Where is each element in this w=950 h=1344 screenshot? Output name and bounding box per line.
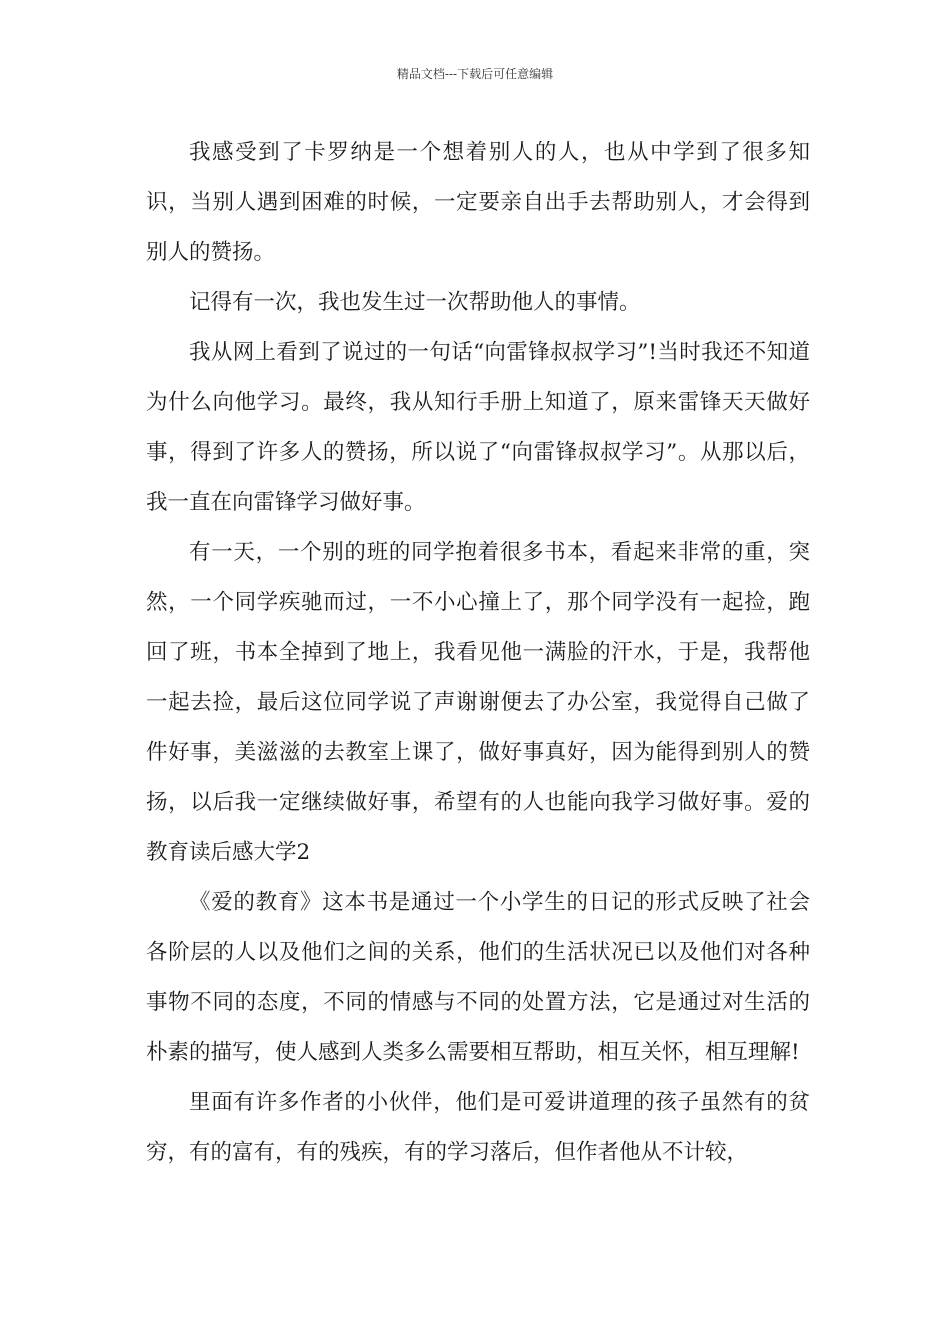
paragraph-4: 有一天，一个别的班的同学抱着很多书本，看起来非常的重，突然，一个同学疾驰而过，一不小心撞上了，那个同学没有一起捡，跑回了班，书本全掉到了地上，我看见他一满脸的汗水，于是，我帮他一起去捡，最后这位同学说了声谢谢便去了办公室，我觉得自己做了件好事，美滋滋的去教室上课了，做好事真好，因为能得到别人的赞扬，以后我一定继续做好事，希望有的人也能向我学习做好事。爱的教育读后感大学2: [146, 540, 810, 865]
paragraph-1: 我感受到了卡罗纳是一个想着别人的人，也从中学到了很多知识，当别人遇到困难的时候，一定要亲自出手去帮助别人，才会得到别人的赞扬。: [146, 140, 810, 265]
document-body: [146, 128, 810, 1178]
paragraph-6: 里面有许多作者的小伙伴，他们是可爱讲道理的孩子虽然有的贫穷，有的富有，有的残疾，有的学习落后，但作者他从不计较，: [146, 1090, 810, 1165]
paragraph-2: 记得有一次，我也发生过一次帮助他人的事情。: [189, 290, 641, 315]
page-header: 精品文档---下载后可任意编辑: [396, 67, 554, 81]
paragraph-5: 《爱的教育》这本书是通过一个小学生的日记的形式反映了社会各阶层的人以及他们之间的关系，他们的生活状况已以及他们对各种事物不同的态度，不同的情感与不同的处置方法，它是通过对生活的朴素的描写，使人感到人类多么需要相互帮助，相互关怀，相互理解!: [146, 890, 810, 1065]
paragraph-3: 我从网上看到了说过的一句话“向雷锋叔叔学习”!当时我还不知道为什么向他学习。最终，我从知行手册上知道了，原来雷锋天天做好事，得到了许多人的赞扬，所以说了“向雷锋叔叔学习”。从那以后，我一直在向雷锋学习做好事。: [146, 340, 810, 515]
